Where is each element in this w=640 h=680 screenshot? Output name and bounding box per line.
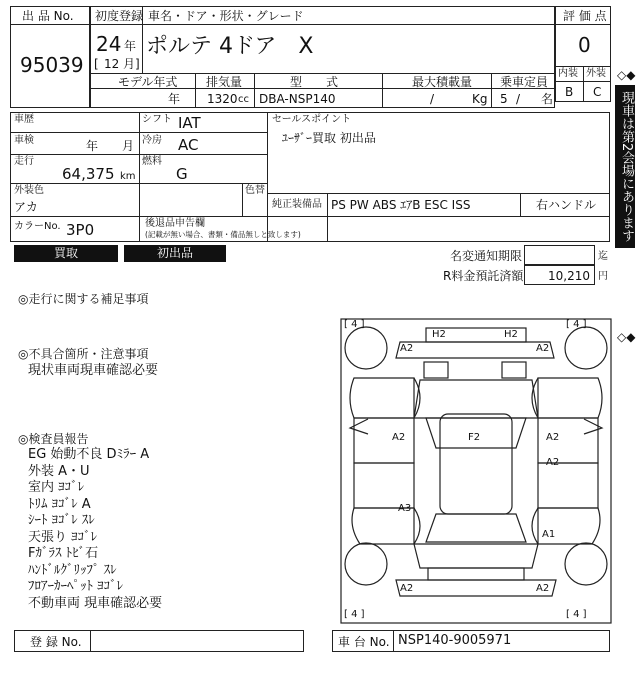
damage-mark: A2 (546, 432, 560, 443)
car-name-label: 車名・ドア・形状・グレード (148, 9, 304, 23)
displacement-unit: cc (238, 94, 249, 105)
mileage-value: 64,375 (62, 165, 115, 183)
damage-mark: H2 (504, 329, 518, 340)
fuel-value: G (176, 165, 188, 183)
equipment-items: PS PW ABS ｴｱB ESC ISS (331, 198, 471, 212)
damage-mark: A2 (392, 432, 406, 443)
inspector-line: ﾊﾝﾄﾞﾙｸﾞﾘｯﾌﾟ ｽﾚ (28, 562, 117, 578)
history-label: 車歴 (14, 114, 34, 125)
damage-mark: A2 (546, 457, 560, 468)
max-load-label: 最大積載量 (412, 75, 473, 89)
exterior-grade: C (593, 85, 602, 99)
interior-grade: B (565, 85, 574, 99)
driving-notes-label: ◎走行に関する補足事項 (18, 292, 149, 306)
sales-point-label: セールスポイント (272, 114, 352, 125)
first-registration-label: 初度登録 (95, 9, 144, 23)
equipment-label: 純正装備品 (272, 199, 322, 210)
inspection-month: 月 (122, 139, 135, 153)
first-registration-year: 24 (96, 32, 122, 56)
car-name: ポルテ 4ドア X (146, 34, 314, 59)
defects-label: ◎不具合箇所・注意事項 (18, 347, 149, 361)
name-change-deadline-label: 名変通知期限 (450, 249, 523, 263)
aftermarket-label: 後退品申告欄 (145, 218, 205, 229)
damage-mark: A2 (536, 583, 550, 594)
chassis-number: NSP140-9005971 (398, 633, 512, 648)
damage-mark: A1 (542, 529, 556, 540)
capacity-separator: / (516, 92, 521, 106)
side-banner-bottom-diamonds: ◇◆ (617, 330, 636, 344)
recycle-fee-value: 10,210 (548, 269, 590, 283)
color-value: アカ (14, 200, 38, 214)
defects-text: 現状車両現車確認必要 (28, 363, 159, 378)
name-change-deadline-suffix: 迄 (598, 251, 608, 262)
rating-label: 評 価 点 (563, 9, 607, 23)
exterior-label: 外装 (586, 68, 606, 79)
registration-number-label: 登 録 No. (30, 635, 82, 649)
damage-mark: F2 (468, 432, 481, 443)
color-label: 外装色 (14, 185, 44, 196)
inspector-line: 不動車両 現車確認必要 (28, 595, 163, 611)
inspector-line: ﾌﾛｱｰｶｰﾍﾟｯﾄ ﾖｺﾞﾚ (28, 579, 124, 594)
mileage-unit: km (120, 171, 136, 182)
damage-mark: H2 (432, 329, 446, 340)
shift-label: シフト (142, 114, 172, 125)
rating-score: 0 (578, 33, 591, 57)
badge-first-listing: 初出品 (124, 245, 226, 262)
ac-label: 冷房 (142, 135, 162, 146)
side-banner: 現車は第2会場にあります (615, 85, 635, 248)
side-banner-top-diamonds: ◇◆ (617, 68, 636, 82)
chassis-number-label: 車 台 No. (338, 635, 390, 649)
first-registration-year-unit: 年 (124, 39, 137, 53)
inspector-line: ｼｰﾄ ﾖｺﾞﾚ ｽﾚ (28, 513, 95, 528)
name-change-deadline-value-box (524, 245, 595, 265)
capacity-unit: 名 (541, 92, 554, 106)
type-label: 型 式 (290, 75, 339, 89)
first-registration-month-unit: 月] (123, 57, 140, 71)
color-no-value: 3P0 (66, 221, 95, 239)
first-registration-month-open: [ (94, 57, 99, 71)
recycle-fee-unit: 円 (598, 271, 608, 282)
mileage-label: 走行 (14, 156, 34, 167)
fuel-label: 燃料 (142, 156, 162, 167)
tire-tread-front-right: [ 4 ] (566, 319, 587, 330)
inspector-line: 外装 A・U (28, 463, 90, 479)
interior-label: 内装 (558, 68, 578, 79)
max-load-slash: / (430, 92, 435, 106)
ac-value: AC (178, 136, 199, 154)
lot-number-label: 出 品 No. (22, 9, 74, 23)
sales-point-text: ﾕｰｻﾞｰ買取 初出品 (282, 131, 376, 145)
max-load-unit: Kg (472, 92, 488, 106)
recycle-fee-label: R料金預託済額 (443, 269, 524, 283)
capacity-value: 5 (500, 92, 508, 106)
tire-tread-rear-right: [ 4 ] (566, 609, 587, 620)
inspector-line: EG 始動不良 Dﾐﾗｰ A (28, 447, 150, 462)
inspector-line: 室内 ﾖｺﾞﾚ (28, 480, 85, 495)
model-year-value: 年 (168, 92, 181, 106)
inspector-line: Fｶﾞﾗｽ ﾄﾋﾞ石 (28, 546, 99, 561)
inspector-report-label: ◎検査員報告 (18, 432, 89, 446)
capacity-label: 乗車定員 (500, 75, 549, 89)
tire-tread-front-left: [ 4 ] (344, 319, 365, 330)
displacement-value: 1320 (207, 92, 238, 106)
badge-buyback: 買取 (14, 245, 118, 262)
damage-mark: A2 (400, 583, 414, 594)
damage-mark: A2 (536, 343, 550, 354)
inspection-label: 車検 (14, 135, 34, 146)
color-change-label: 色替 (245, 185, 265, 196)
steering-position: 右ハンドル (536, 198, 597, 212)
aftermarket-note: (記載が無い場合、書類・備品無しと致します) (145, 230, 301, 239)
damage-mark: A3 (398, 503, 412, 514)
shift-value: IAT (178, 114, 201, 132)
damage-mark: A2 (400, 343, 414, 354)
model-year-label: モデル年式 (118, 75, 178, 89)
car-diagram-svg (340, 318, 612, 624)
inspection-year: 年 (86, 139, 99, 153)
inspector-report-list (28, 448, 162, 613)
displacement-label: 排気量 (206, 75, 243, 89)
color-no-label: カラーNo. (14, 221, 61, 232)
model-type: DBA-NSP140 (259, 92, 336, 106)
inspector-line: ﾄﾘﾑ ﾖｺﾞﾚ A (28, 496, 91, 512)
inspector-line: 天張り ﾖｺﾞﾚ (28, 529, 98, 545)
lot-number: 95039 (20, 53, 84, 77)
first-registration-month: 12 (104, 57, 120, 71)
tire-tread-rear-left: [ 4 ] (344, 609, 365, 620)
vehicle-damage-diagram (340, 318, 612, 624)
